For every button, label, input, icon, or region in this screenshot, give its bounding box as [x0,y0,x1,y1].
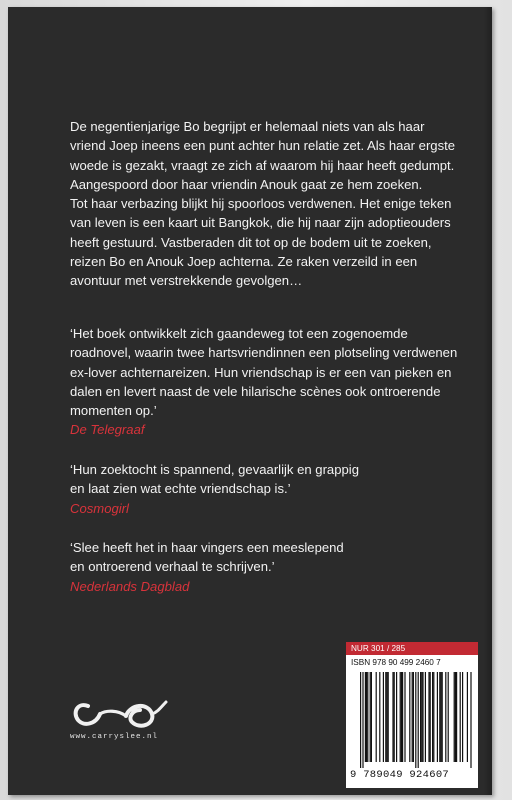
barcode-bar [430,672,431,762]
blurb-text [70,117,470,291]
quote-line: en ontroerend verhaal te schrijven.’ [70,559,275,575]
quote-source: Nederlands Dagblad [70,578,190,594]
blurb-line: De negentienjarige Bo begrijpt er helemaal niets van als haar [70,119,425,134]
barcode-bar [376,672,377,762]
barcode-bar [428,672,429,762]
barcode-bar [362,672,363,768]
barcode-bar [392,672,393,762]
barcode-bar [448,672,449,762]
blurb-line: reizen Bo en Anouk Joep achterna. Ze raken verzeild in een [70,254,418,270]
publisher-url: www.carryslee.nl [70,733,159,741]
quote-line: ‘Slee heeft het in haar vingers een meeslepend [70,540,344,555]
quote-line: momenten op.’ [70,403,157,419]
barcode-bar [470,672,471,768]
barcode-bar [404,672,405,762]
barcode-bar [402,672,403,762]
barcode-bar [367,672,368,762]
isbn-number: ISBN 978 90 499 2460 7 [351,658,441,667]
barcode-bar [386,672,387,762]
barcode-bar [383,672,384,762]
barcode-bar [440,672,441,762]
blurb-line: woede is gezakt, vraagt ze zich af waarom hij haar heeft gedumpt. [70,157,455,173]
blurb-line: avontuur met verstrekkende gevolgen… [70,273,303,289]
barcode-bar [462,672,463,762]
quote-line: ‘Hun zoektocht is spannend, gevaarlijk en grappig [70,462,359,477]
barcode-bar [437,672,438,762]
blurb-line: van leven is een kaart uit Bangkok, die hij naar zijn adoptieouders [70,215,451,231]
quote-source: De Telegraaf [70,422,145,438]
barcode-bar [409,672,410,762]
blurb-line: Aangespoord door haar vriendin Anouk gaat ze hem zoeken. [70,176,423,192]
barcode-bar [439,672,440,762]
barcode-bar [442,672,443,762]
review-quote-dagblad [70,538,470,596]
barcode-bar [433,672,434,762]
barcode-bar [467,672,468,762]
barcode-bar [445,672,446,762]
barcode-bar [401,672,402,762]
barcode-bar [415,672,416,768]
barcode-bar [412,672,413,762]
blurb-line: Tot haar verbazing blijkt hij spoorloos verdwenen. Het enige teken [70,196,452,212]
barcode-bar [371,672,372,762]
barcode-bar [425,672,426,762]
blurb-line: vriend Joep ineens een punt achter hun relatie zet. Als haar ergste [70,138,456,154]
quote-line: en laat zien wat echte vriendschap is.’ [70,481,291,497]
quote-line: roadnovel, waarin twee hartsvriendinnen een plotseling verdwenen [70,345,458,361]
barcode-label [346,642,478,788]
barcode-bar [400,672,401,762]
barcode-bar [422,672,423,762]
quote-line: ‘Het boek ontwikkelt zich gaandeweg tot een zogenoemde [70,326,408,341]
barcode-bar [379,672,380,762]
quote-line: dalen en levert naast de vele hilarische scènes ook ontroerende [70,383,441,399]
barcode-bar [420,672,421,762]
barcode-bar [366,672,367,762]
barcode-bar [360,672,361,768]
barcode-bar [370,672,371,762]
barcode-bar [432,672,433,762]
barcode-bar [456,672,457,762]
barcode-bar [421,672,422,762]
cover-edge-shade [484,7,492,795]
barcode-bar [460,672,461,762]
ean-digits: 9 789049 924607 [350,769,450,781]
barcode-bar [365,672,366,762]
barcode-bar [413,672,414,762]
barcode-bar [394,672,395,762]
nur-code: NUR 301 / 285 [346,642,478,655]
barcode-bar [455,672,456,762]
barcode-bar [454,672,455,762]
barcode-bar [418,672,419,768]
quote-source: Cosmogirl [70,500,129,516]
barcode-icon [352,672,472,768]
barcode-bar [388,672,389,762]
review-quote-telegraaf [70,324,470,440]
blurb-line: heeft gestuurd. Vastberaden dit tot op de bodem uit te zoeken, [70,234,432,250]
quote-line: ex-lover achternareizen. Hun vriendschap is er een van pieken en [70,364,452,380]
review-quote-cosmogirl [70,460,470,518]
barcode-bar [385,672,386,762]
barcode-bar [396,672,397,762]
